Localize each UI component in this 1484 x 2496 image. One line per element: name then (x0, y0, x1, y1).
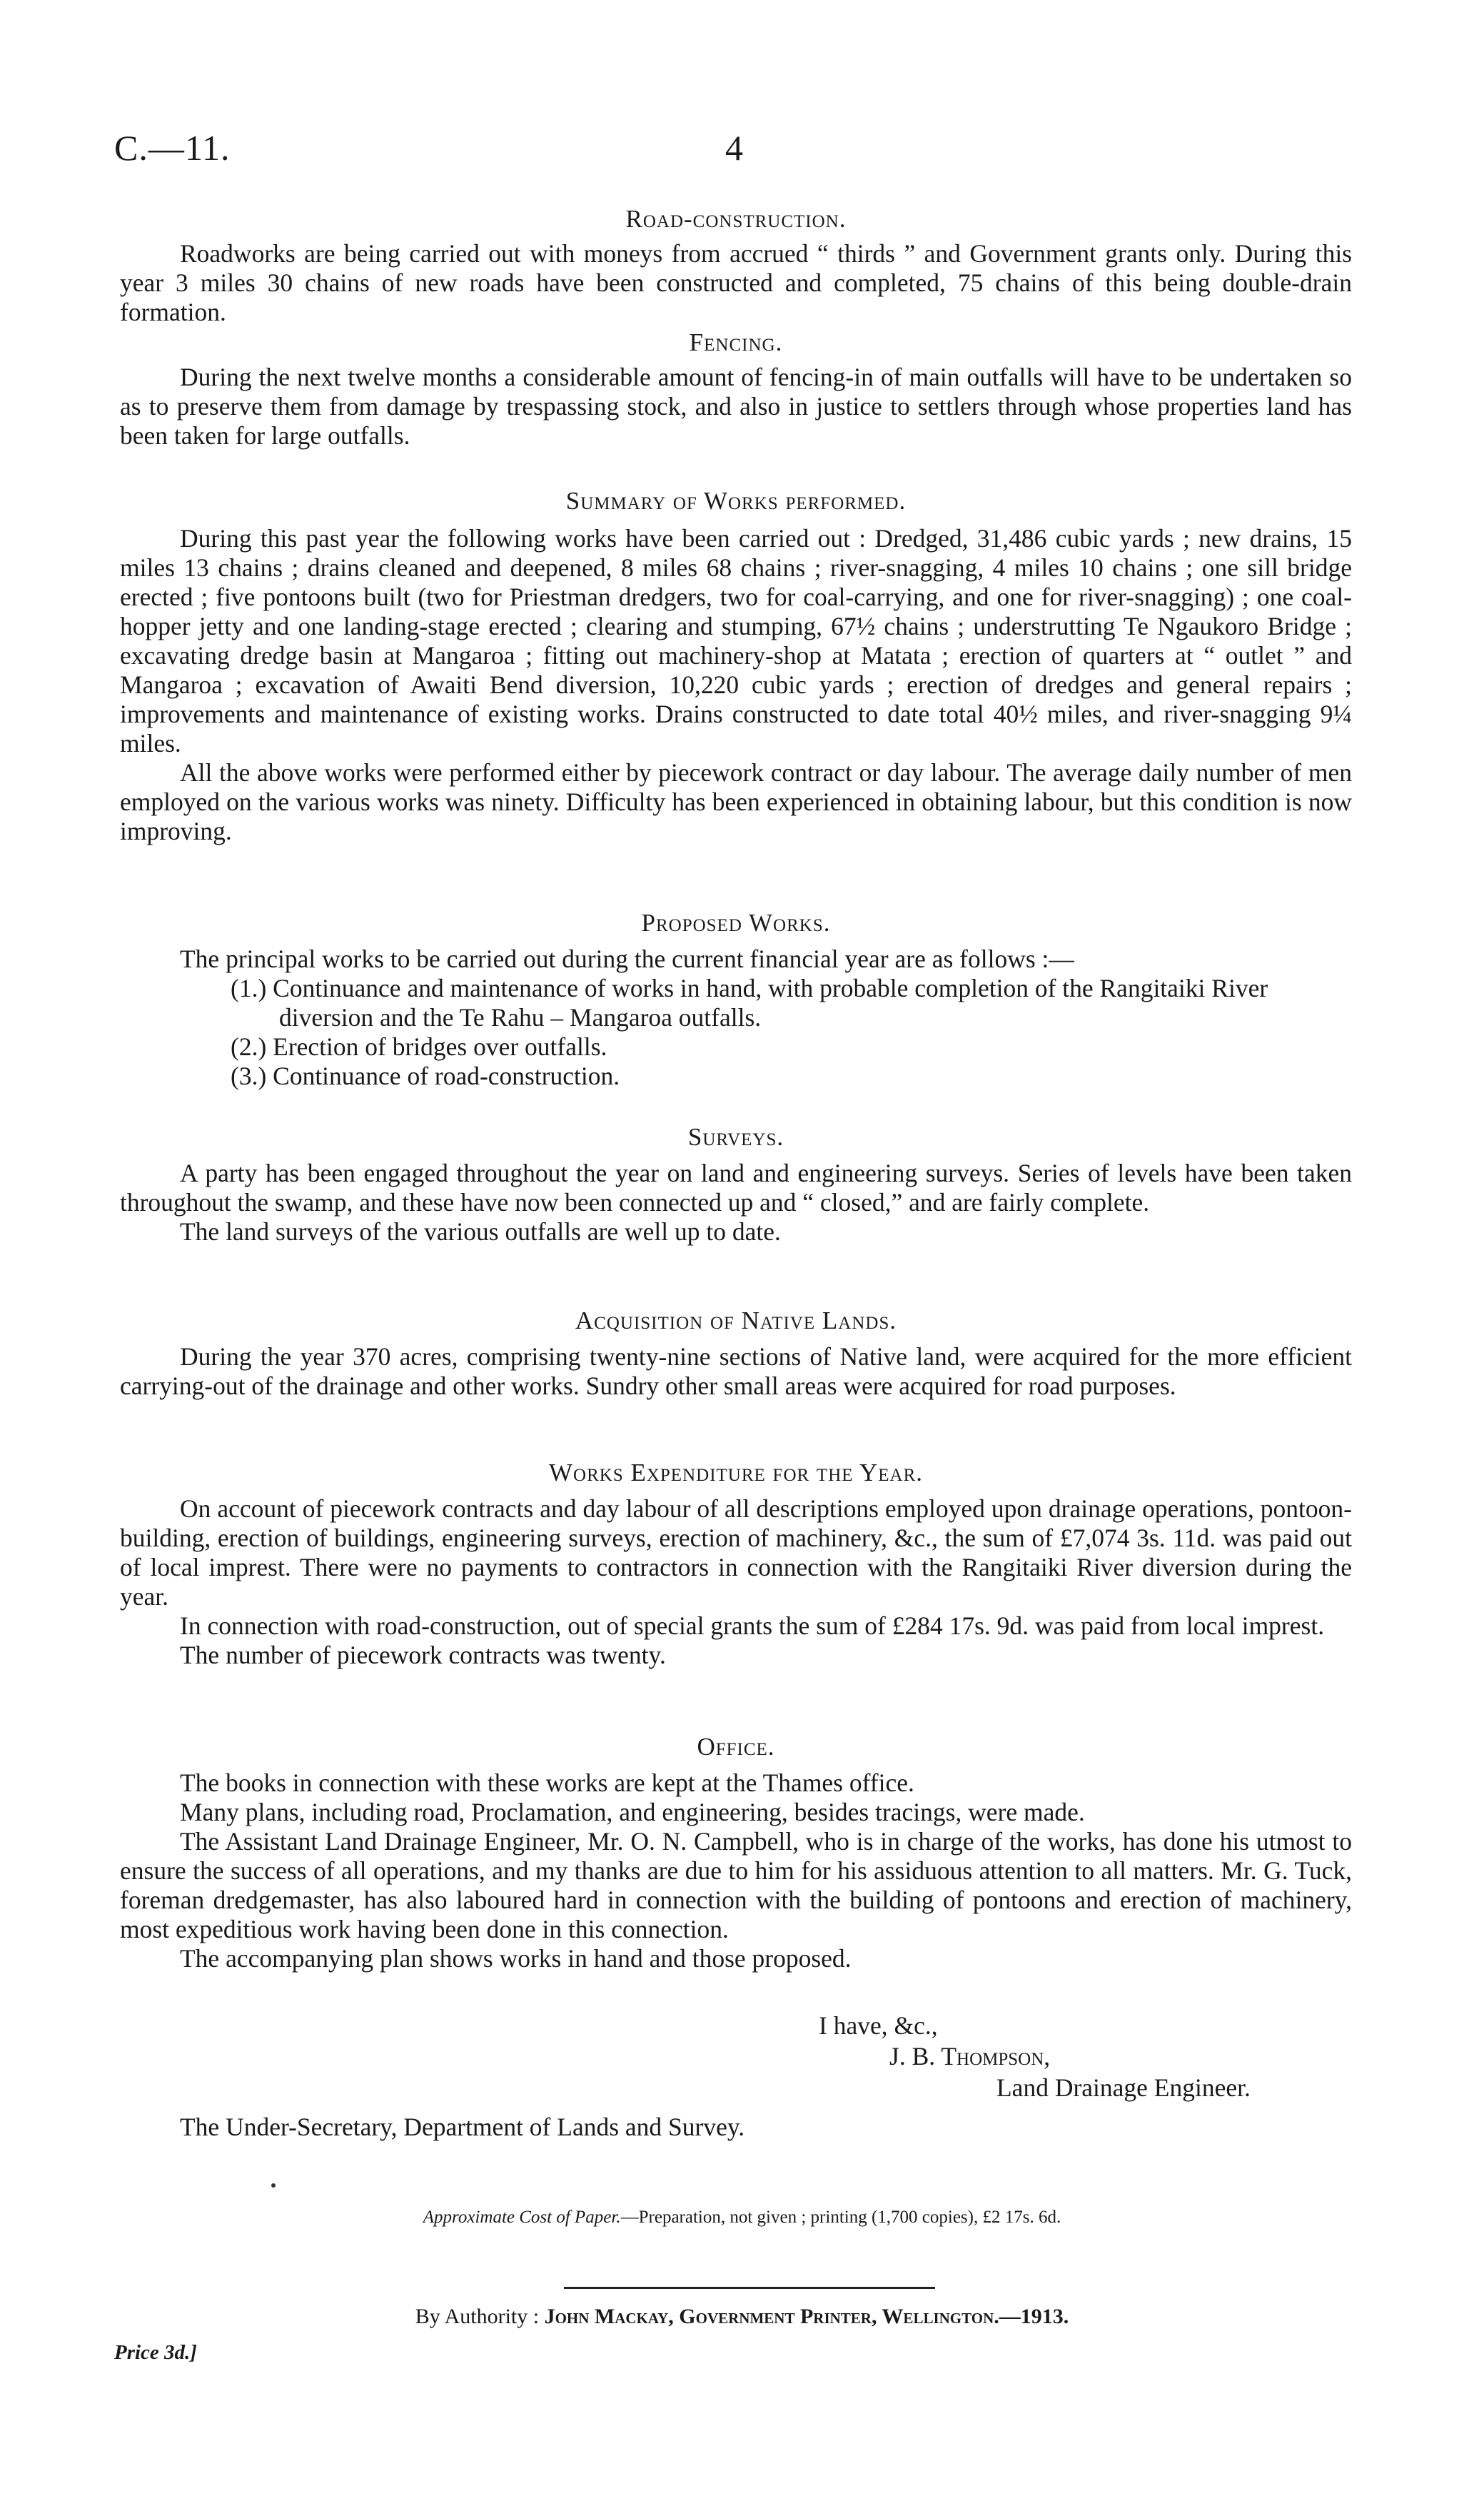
section-works-expenditure (120, 1459, 1352, 1670)
section-office (120, 1733, 1352, 1973)
document-reference: C.—11. (114, 128, 231, 168)
section-heading: Surveys. (687, 1123, 784, 1151)
paragraph: All the above works were performed either by piecework contract or day labour. The average daily number of men employed on the various works was ninety. Difficulty has been experienced in obtaining labour, but this condition is now improving. (120, 758, 1352, 845)
section-heading: Acquisition of Native Lands. (575, 1307, 897, 1334)
section-surveys (120, 1123, 1352, 1247)
paragraph: The books in connection with these works are kept at the Thames office. (180, 1768, 914, 1797)
paragraph: During this past year the following works have been carried out : Dredged, 31,486 cubic yards ; new drains, 15 miles 13 chains ; drains cleaned and deepened, 8 miles 68 chains ; river-snagging, 4 miles 10 chains ; one sill bridge erected ; five pontoons built (two for Priestman dredgers, two for coal-carrying, and one for river-snagging) ; one coal-hopper jetty and one landing-stage erected ; clearing and stumping, 67½ chains ; understrutting Te Ngaukoro Bridge ; excavating dredge basin at Mangaroa ; fitting out machinery-shop at Matata ; erection of quarters at “ outlet ” and Mangaroa ; excavation of Awaiti Bend diversion, 10,220 cubic yards ; erection of dredges and general repairs ; improvements and maintenance of existing works. Drains constructed to date total 40½ miles, and river-snagging 9¼ miles. (120, 524, 1352, 758)
section-heading: Office. (697, 1733, 775, 1761)
paragraph: On account of piecework contracts and day labour of all descriptions employed upon drainage operations, pontoon-building, erection of buildings, engineering surveys, erection of machinery, &c., the sum of £7,074 3s. 11d. was paid out of local imprest. There were no payments to contractors in connection with the Rangitaiki River diversion during the year. (120, 1494, 1352, 1611)
authority-text: John Mackay, Government Printer, Wellington.—1913. (544, 2305, 1069, 2328)
section-acquisition-native-lands (120, 1307, 1352, 1401)
section-proposed-works (120, 909, 1352, 1091)
cost-of-paper-note (0, 2208, 1484, 2228)
paragraph: The accompanying plan shows works in hand and those proposed. (180, 1944, 852, 1973)
section-heading: Summary of Works performed. (565, 487, 907, 515)
list-item: (1.) Continuance and maintenance of works in hand, with probable completion of the Rangitaiki River diversion and the Te Rahu – Mangaroa outfalls. (231, 974, 1268, 1032)
section-fencing (120, 328, 1352, 451)
paragraph: During the next twelve months a considerable amount of fencing-in of main outfalls will have to be undertaken so as to preserve them from damage by trespassing stock, and also in justice to settlers through whose properties land has been taken for large outfalls. (120, 363, 1352, 450)
paragraph: The principal works to be carried out during the current financial year are as follows :— (180, 945, 1074, 973)
paragraph: Many plans, including road, Proclamation, and engineering, besides tracings, were made. (180, 1798, 1085, 1826)
section-heading: Works Expenditure for the Year. (549, 1459, 923, 1486)
price-label: Price 3d.] (114, 2341, 197, 2364)
section-road-construction (120, 205, 1352, 327)
signature-name: J. B. Thompson, (889, 2042, 1051, 2070)
paragraph: In connection with road-construction, out of special grants the sum of £284 17s. 9d. was paid from local imprest. (180, 1611, 1325, 1640)
paragraph: The land surveys of the various outfalls are well up to date. (180, 1217, 781, 1246)
page-number: 4 (725, 128, 743, 168)
signature-closing: I have, &c., (819, 2011, 938, 2040)
section-heading: Proposed Works. (641, 909, 831, 937)
paragraph: A party has been engaged throughout the year on land and engineering surveys. Series of levels have been taken throughout the swamp, and these have now been connected up and “ closed,” and are fairly complete. (120, 1159, 1352, 1217)
paragraph: During the year 370 acres, comprising twenty-nine sections of Native land, were acquired for the more efficient carrying-out of the drainage and other works. Sundry other small areas were acquired for road purposes. (120, 1342, 1352, 1400)
proposed-works-list (120, 974, 1352, 1091)
signature-title: Land Drainage Engineer. (996, 2073, 1251, 2102)
cost-label: Approximate Cost of Paper. (423, 2208, 621, 2227)
paragraph: Roadworks are being carried out with moneys from accrued “ thirds ” and Government grants only. During this year 3 miles 30 chains of new roads have been constructed and completed, 75 chains of this being double-drain formation. (120, 239, 1352, 326)
print-speck (271, 2183, 276, 2188)
printer-authority (0, 2305, 1484, 2329)
paragraph: The number of piecework contracts was twenty. (180, 1641, 666, 1669)
addressee: The Under-Secretary, Department of Lands and Survey. (180, 2113, 745, 2141)
list-item: (2.) Erection of bridges over outfalls. (231, 1032, 607, 1061)
authority-prefix: By Authority : (415, 2305, 540, 2328)
section-summary-of-works (120, 487, 1352, 846)
cost-text: —Preparation, not given ; printing (1,700 copies), £2 17s. 6d. (620, 2208, 1061, 2227)
list-item: (3.) Continuance of road-construction. (231, 1062, 620, 1090)
paragraph: The Assistant Land Drainage Engineer, Mr. O. N. Campbell, who is in charge of the works, has done his utmost to ensure the success of all operations, and my thanks are due to him for his assiduous attention to all matters. Mr. G. Tuck, foreman dredgemaster, has also laboured hard in connection with the building of pontoons and erection of machinery, most expeditious work having been done in this connection. (120, 1827, 1352, 1943)
section-heading: Road-construction. (625, 205, 847, 233)
footer-rule (564, 2287, 935, 2289)
section-heading: Fencing. (689, 328, 783, 356)
